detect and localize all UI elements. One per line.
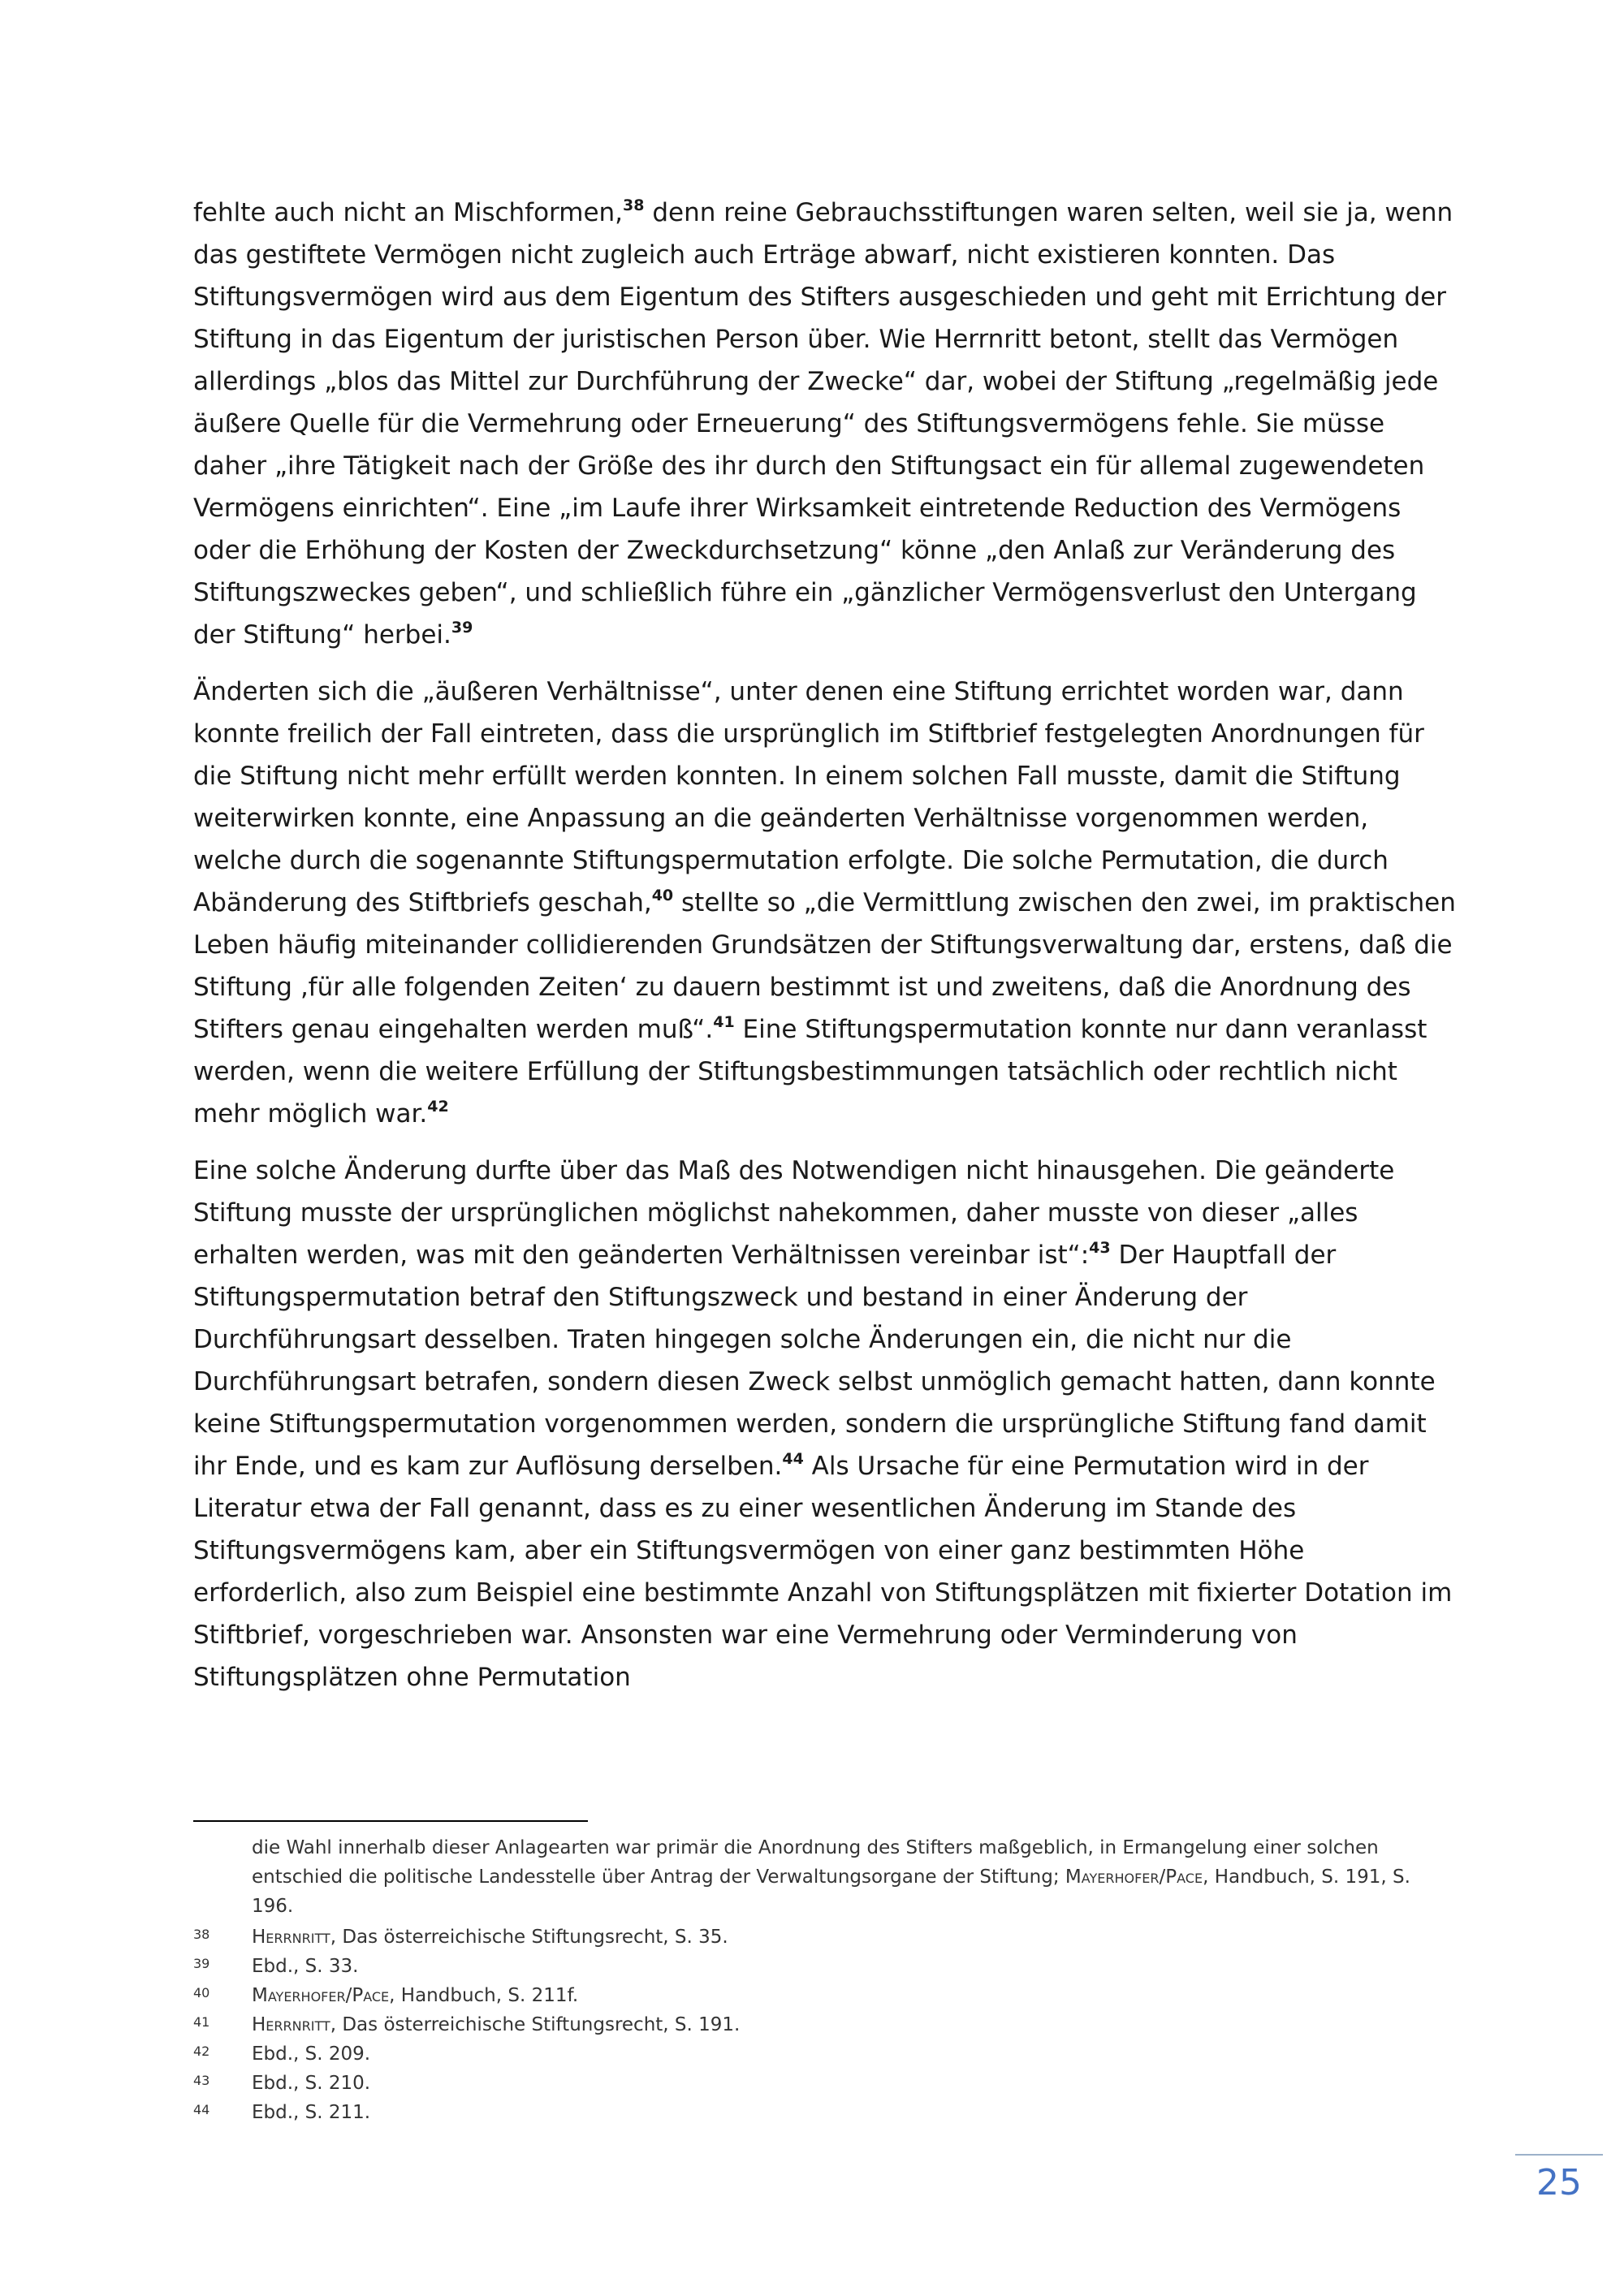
footnote-number: 40 (193, 1985, 210, 2000)
footnote-author: Herrnritt (252, 2014, 330, 2035)
footnote-number: 39 (193, 1956, 210, 1971)
footnote-44: 44 Ebd., S. 211. (193, 2098, 1427, 2127)
footnote-ref-39[interactable]: 39 (451, 619, 473, 637)
footnote-ref-38[interactable]: 38 (623, 196, 645, 214)
footnote-number: 38 (193, 1927, 210, 1942)
footnote-separator (193, 1820, 588, 1822)
footnote-author: Herrnritt (252, 1927, 330, 1948)
page-number-rule (1515, 2154, 1603, 2156)
footnote-number: 43 (193, 2073, 210, 2088)
paragraph-3: Eine solche Änderung durfte über das Maß des Notwendigen nicht hinausgehen. Die geänderte Stiftung musste der ursprünglichen möglichst nahekommen, daher musste von dieser „alles erhalten werden, was mit den geänderten Verhältnissen vereinbar ist“:$^{43}$ Der Hauptfall der Stiftungspermutation betraf den Stiftungszweck und bestand in einer Änderung der Durchführungsart desselben. Traten hingegen solche Änderungen ein, die nicht nur die Durchführungsart betrafen, sondern diesen Zweck selbst unmöglich gemacht hatten, dann konnte keine Stiftungspermutation vorgenommen werden, sondern die ursprüngliche Stiftung fand damit ihr Ende, und es kam zur Auflösung derselben.$^{44}$ Als Ursache für eine Permutation wird in der Literatur etwa der Fall genannt, dass es zu einer wesentlichen Änderung im Stande des Stiftungsvermögens kam, aber ein Stiftungsvermögen von einer ganz bestimmten Höhe erforderlich, also zum Beispiel eine bestimmte Anzahl von Stiftungsplätzen mit fixierter Dotation im Stiftbrief, vorgeschrieben war. Ansonsten war eine Vermehrung oder Verminderung von Stiftungsplätzen ohne Permutation (193, 1156, 1453, 1692)
footnote-number: 44 (193, 2102, 210, 2117)
footnote-author: Mayerhofer/Pace (252, 1985, 390, 2006)
footnotes (193, 1833, 1427, 2127)
footnote-author: Mayerhofer/Pace (1065, 1867, 1203, 1888)
paragraph-1: fehlte auch nicht an Mischformen,$^{38}$ denn reine Gebrauchsstiftungen waren selten, weil sie ja, wenn das gestiftete Vermögen nicht zugleich auch Erträge abwarf, nicht existieren konnten. Das Stiftungsvermögen wird aus dem Eigentum des Stifters ausgeschieden und geht mit Errichtung der Stiftung in das Eigentum der juristischen Person über. Wie Herrnritt betont, stellt das Vermögen allerdings „blos das Mittel zur Durchführung der Zwecke“ dar, wobei der Stiftung „regelmäßig jede äußere Quelle für die Vermehrung oder Erneuerung“ des Stiftungsvermögens fehle. Sie müsse daher „ihre Tätigkeit nach der Größe des ihr durch den Stiftungsact ein für allemal zugewendeten Vermögens einrichten“. Eine „im Laufe ihrer Wirksamkeit eintretende Reduction des Vermögens oder die Erhöhung der Kosten der Zweckdurchsetzung“ könne „den Anlaß zur Veränderung des Stiftungszweckes geben“, und schließlich führe ein „gänzlicher Vermögensverlust den Untergang der Stiftung“ herbei.$^{39}$ (193, 196, 1453, 650)
footnote-39: 39 Ebd., S. 33. (193, 1952, 1427, 1981)
footnote-42: 42 Ebd., S. 209. (193, 2039, 1427, 2069)
footnote-41: 41 Herrnritt, Das österreichische Stiftungsrecht, S. 191. (193, 2010, 1427, 2039)
footnote-43: 43 Ebd., S. 210. (193, 2069, 1427, 2098)
footnote-number: 42 (193, 2044, 210, 2059)
paragraph-2: Änderten sich die „äußeren Verhältnisse“, unter denen eine Stiftung errichtet worden war, dann konnte freilich der Fall eintreten, dass die ursprünglich im Stiftbrief festgelegten Anordnungen für die Stiftung nicht mehr erfüllt werden konnten. In einem solchen Fall musste, damit die Stiftung weiterwirken konnte, eine Anpassung an die geänderten Verhältnisse vorgenommen werden, welche durch die sogenannte Stiftungspermutation erfolgte. Die solche Permutation, die durch Abänderung des Stiftbriefs geschah,$^{40}$ stellte so „die Vermittlung zwischen den zwei, im praktischen Leben häufig miteinander collidierenden Grundsätzen der Stiftungsverwaltung dar, erstens, daß die Stiftung ‚für alle folgenden Zeiten‘ zu dauern bestimmt ist und zweitens, daß die Anordnung des Stifters genau eingehalten werden muß“.$^{41}$ Eine Stiftungspermutation konnte nur dann veranlasst werden, wenn die weitere Erfüllung der Stiftungsbestimmungen tatsächlich oder rechtlich nicht mehr möglich war.$^{42}$ (193, 677, 1456, 1129)
footnote-continuation: die Wahl innerhalb dieser Anlagearten war primär die Anordnung des Stifters maßgeblich, in Ermangelung einer solchen entschied die politische Landesstelle über Antrag der Verwaltungsorgane der Stiftung; Mayerhofer/Pace, Handbuch, S. 191, S. 196. (252, 1837, 1410, 1917)
footnote-ref-40[interactable]: 40 (651, 887, 674, 904)
page-number: 25 (1536, 2162, 1582, 2203)
body-text (193, 192, 1460, 1713)
footnote-40: 40 Mayerhofer/Pace, Handbuch, S. 211f. (193, 1981, 1427, 2010)
footnote-ref-44[interactable]: 44 (782, 1450, 804, 1468)
footnote-38: 38 Herrnritt, Das österreichische Stiftungsrecht, S. 35. (193, 1923, 1427, 1952)
footnote-ref-43[interactable]: 43 (1089, 1239, 1111, 1257)
footnote-number: 41 (193, 2014, 210, 2030)
footnote-ref-42[interactable]: 42 (427, 1098, 449, 1116)
footnote-ref-41[interactable]: 41 (713, 1013, 735, 1031)
